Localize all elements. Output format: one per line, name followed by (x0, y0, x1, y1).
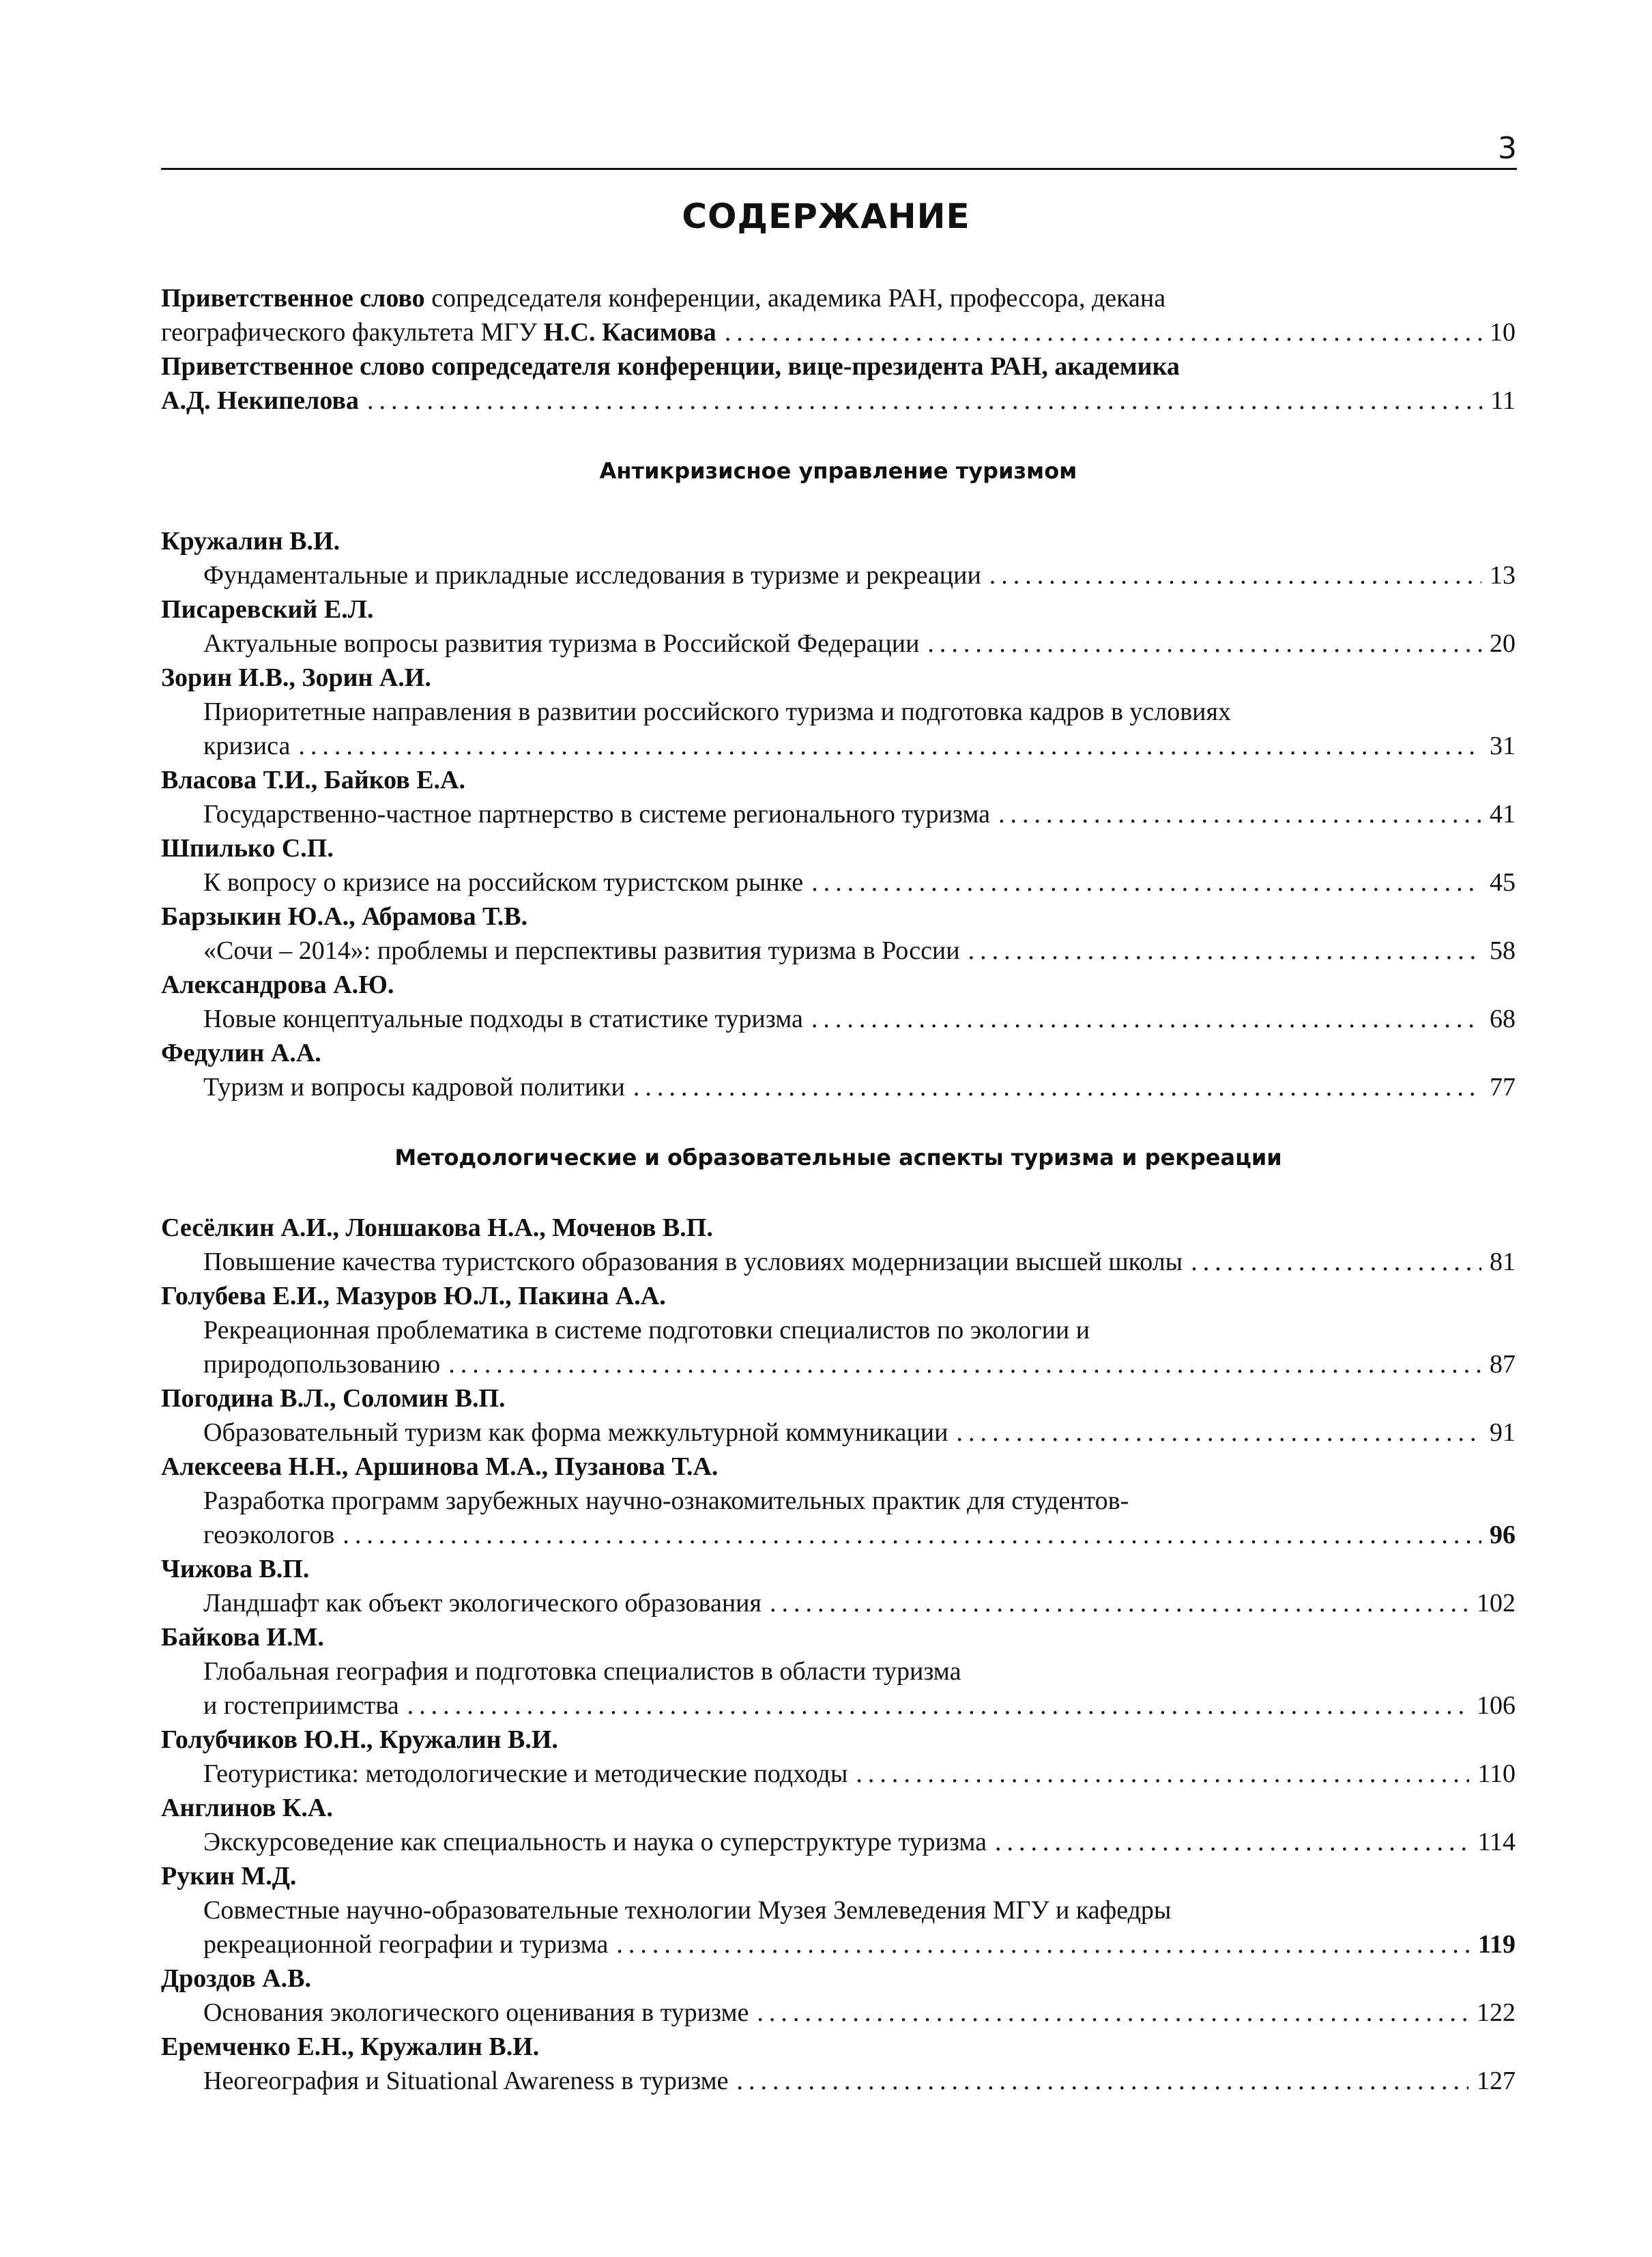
entry-title: и гостеприимства (203, 1691, 399, 1720)
toc-entry (161, 1211, 1516, 1279)
dot-leader (616, 1927, 1470, 1961)
toc-entry (161, 831, 1516, 900)
entry-authors: Шпилько С.П. (161, 834, 334, 863)
intro-entry (161, 281, 1516, 349)
entry-authors: Зорин И.В., Зорин А.И. (161, 663, 431, 692)
entry-title-line: Совместные научно-образовательные технологии Музея Землеведения МГУ и кафедры (203, 1896, 1172, 1925)
dot-leader (770, 1586, 1468, 1620)
intro-entry (161, 349, 1516, 418)
toc-entry (161, 1450, 1516, 1552)
dot-leader (757, 1996, 1468, 2030)
intro-text: сопредседателя конференции, академика РАН, профессора, декана (424, 284, 1166, 313)
dot-leader (989, 558, 1481, 592)
page-ref[interactable]: 20 (1490, 629, 1516, 658)
entry-title: геоэкологов (203, 1521, 335, 1549)
entry-title: Государственно-частное партнерство в системе регионального туризма (203, 800, 990, 829)
page-ref[interactable]: 58 (1490, 936, 1516, 965)
page-ref[interactable]: 127 (1477, 2067, 1516, 2095)
page-title: СОДЕРЖАНИЕ (682, 197, 970, 236)
dot-leader (367, 384, 1482, 418)
toc-entry (161, 1381, 1516, 1450)
entry-authors: Англинов К.А. (161, 1794, 333, 1822)
entry-authors: Барзыкин Ю.А., Абрамова Т.В. (161, 902, 528, 931)
entry-title: Ландшафт как объект экологического образования (203, 1589, 762, 1618)
entry-title: Туризм и вопросы кадровой политики (203, 1073, 625, 1102)
toc-content (161, 281, 1516, 2098)
toc-entry (161, 1620, 1516, 1723)
entry-title-line: Глобальная география и подготовка специалистов в области туризма (203, 1657, 961, 1686)
entry-authors: Байкова И.М. (161, 1623, 324, 1652)
entry-authors: Еремченко Е.Н., Кружалин В.И. (161, 2032, 540, 2061)
toc-entry (161, 1723, 1516, 1791)
entry-title: Фундаментальные и прикладные исследования в туризме и рекреации (203, 561, 981, 590)
toc-entry (161, 524, 1516, 592)
entry-title-line: Рекреационная проблематика в системе подготовки специалистов по экологии и (203, 1316, 1090, 1345)
toc-entry (161, 1036, 1516, 1104)
toc-entry (161, 1961, 1516, 2030)
sections (161, 453, 1516, 2098)
dot-leader (856, 1757, 1469, 1791)
toc-entry (161, 968, 1516, 1036)
dot-leader (343, 1518, 1481, 1552)
entry-authors: Чижова В.П. (161, 1555, 310, 1583)
page-ref[interactable]: 41 (1490, 800, 1516, 829)
page-number: 3 (1498, 131, 1517, 166)
page-ref[interactable]: 102 (1477, 1589, 1516, 1618)
page-ref[interactable]: 11 (1490, 386, 1516, 415)
entry-authors: Погодина В.Л., Соломин В.П. (161, 1384, 506, 1413)
section-title: Методологические и образовательные аспекты туризма и рекреации (394, 1145, 1282, 1170)
entry-title: Геотуристика: методологические и методические подходы (203, 1759, 848, 1788)
entry-title: Неогеография и Situational Awareness в туризме (203, 2067, 729, 2095)
page-ref[interactable]: 81 (1490, 1248, 1516, 1276)
dot-leader (927, 627, 1481, 661)
header-rule (161, 168, 1517, 170)
intro-lead: Приветственное слово сопредседателя конференции, вице-президента РАН, академика (161, 352, 1180, 381)
dot-leader (995, 1825, 1469, 1859)
toc-entry (161, 1859, 1516, 1961)
entry-title: Новые концептуальные подходы в статистике туризма (203, 1005, 803, 1033)
page-ref[interactable]: 45 (1490, 868, 1516, 897)
page-ref[interactable]: 119 (1478, 1930, 1516, 1959)
entry-authors: Алексеева Н.Н., Аршинова М.А., Пузанова Т.А. (161, 1452, 719, 1481)
intro-lead: Приветственное слово (161, 284, 425, 313)
intro-name: Н.С. Касимова (543, 318, 716, 347)
intro-text: географического факультета МГУ (161, 318, 544, 347)
toc-entry (161, 661, 1516, 763)
entry-title: «Сочи – 2014»: проблемы и перспективы развития туризма в России (203, 936, 960, 965)
page-ref[interactable]: 114 (1477, 1828, 1516, 1856)
page-ref[interactable]: 91 (1490, 1418, 1516, 1447)
section-title: Антикризисное управление туризмом (599, 458, 1077, 484)
entry-authors: Федулин А.А. (161, 1039, 321, 1067)
dot-leader (956, 1415, 1481, 1450)
dot-leader (407, 1688, 1468, 1723)
toc-entry (161, 592, 1516, 661)
entry-title: Образовательный туризм как форма межкультурной коммуникации (203, 1418, 948, 1447)
entry-title: Экскурсоведение как специальность и наука о суперструктуре туризма (203, 1828, 987, 1856)
entry-title-line: Разработка программ зарубежных научно-ознакомительных практик для студентов- (203, 1486, 1129, 1515)
dot-leader (725, 315, 1481, 349)
dot-leader (633, 1070, 1481, 1104)
dot-leader (448, 1347, 1481, 1381)
page-ref[interactable]: 87 (1490, 1350, 1516, 1379)
page-ref[interactable]: 10 (1490, 318, 1516, 347)
entry-title: природопользованию (203, 1350, 441, 1379)
page-ref[interactable]: 110 (1477, 1759, 1516, 1788)
toc-entry (161, 900, 1516, 968)
page-ref[interactable]: 68 (1490, 1005, 1516, 1033)
entry-authors: Писаревский Е.Л. (161, 595, 374, 624)
dot-leader (298, 729, 1481, 763)
toc-entry (161, 1552, 1516, 1620)
page-ref[interactable]: 77 (1490, 1073, 1516, 1102)
entry-title: Актуальные вопросы развития туризма в Российской Федерации (203, 629, 920, 658)
dot-leader (1191, 1245, 1481, 1279)
entry-authors: Власова Т.И., Байков Е.А. (161, 766, 465, 794)
dot-leader (737, 2064, 1468, 2098)
page-ref[interactable]: 96 (1490, 1521, 1516, 1549)
entry-authors: Сесёлкин А.И., Лоншакова Н.А., Моченов В.П. (161, 1213, 713, 1242)
toc-entry (161, 1279, 1516, 1381)
entry-title: К вопросу о кризисе на российском туристском рынке (203, 868, 804, 897)
page-ref[interactable]: 13 (1490, 561, 1516, 590)
page-ref[interactable]: 122 (1477, 1998, 1516, 2027)
toc-entry (161, 1791, 1516, 1859)
toc-entry (161, 2030, 1516, 2098)
entry-authors: Александрова А.Ю. (161, 971, 394, 999)
page-ref[interactable]: 31 (1490, 732, 1516, 760)
entry-authors: Кружалин В.И. (161, 527, 340, 556)
entry-title-line: Приоритетные направления в развитии российского туризма и подготовка кадров в условиях (203, 698, 1231, 726)
entry-authors: Рукин М.Д. (161, 1862, 297, 1891)
entry-authors: Голубчиков Ю.Н., Кружалин В.И. (161, 1725, 558, 1754)
dot-leader (811, 1002, 1481, 1036)
page-ref[interactable]: 106 (1477, 1691, 1516, 1720)
dot-leader (811, 865, 1481, 900)
dot-leader (998, 797, 1481, 831)
entry-title: кризиса (203, 732, 291, 760)
entry-title: Основания экологического оценивания в туризме (203, 1998, 749, 2027)
entry-authors: Дроздов А.В. (161, 1964, 311, 1993)
dot-leader (968, 934, 1481, 968)
entry-title: рекреационной географии и туризма (203, 1930, 609, 1959)
entry-title: Повышение качества туристского образования в условиях модернизации высшей школы (203, 1248, 1183, 1276)
entry-authors: Голубева Е.И., Мазуров Ю.Л., Пакина А.А. (161, 1282, 666, 1310)
toc-entry (161, 763, 1516, 831)
intro-name: А.Д. Некипелова (161, 386, 359, 415)
